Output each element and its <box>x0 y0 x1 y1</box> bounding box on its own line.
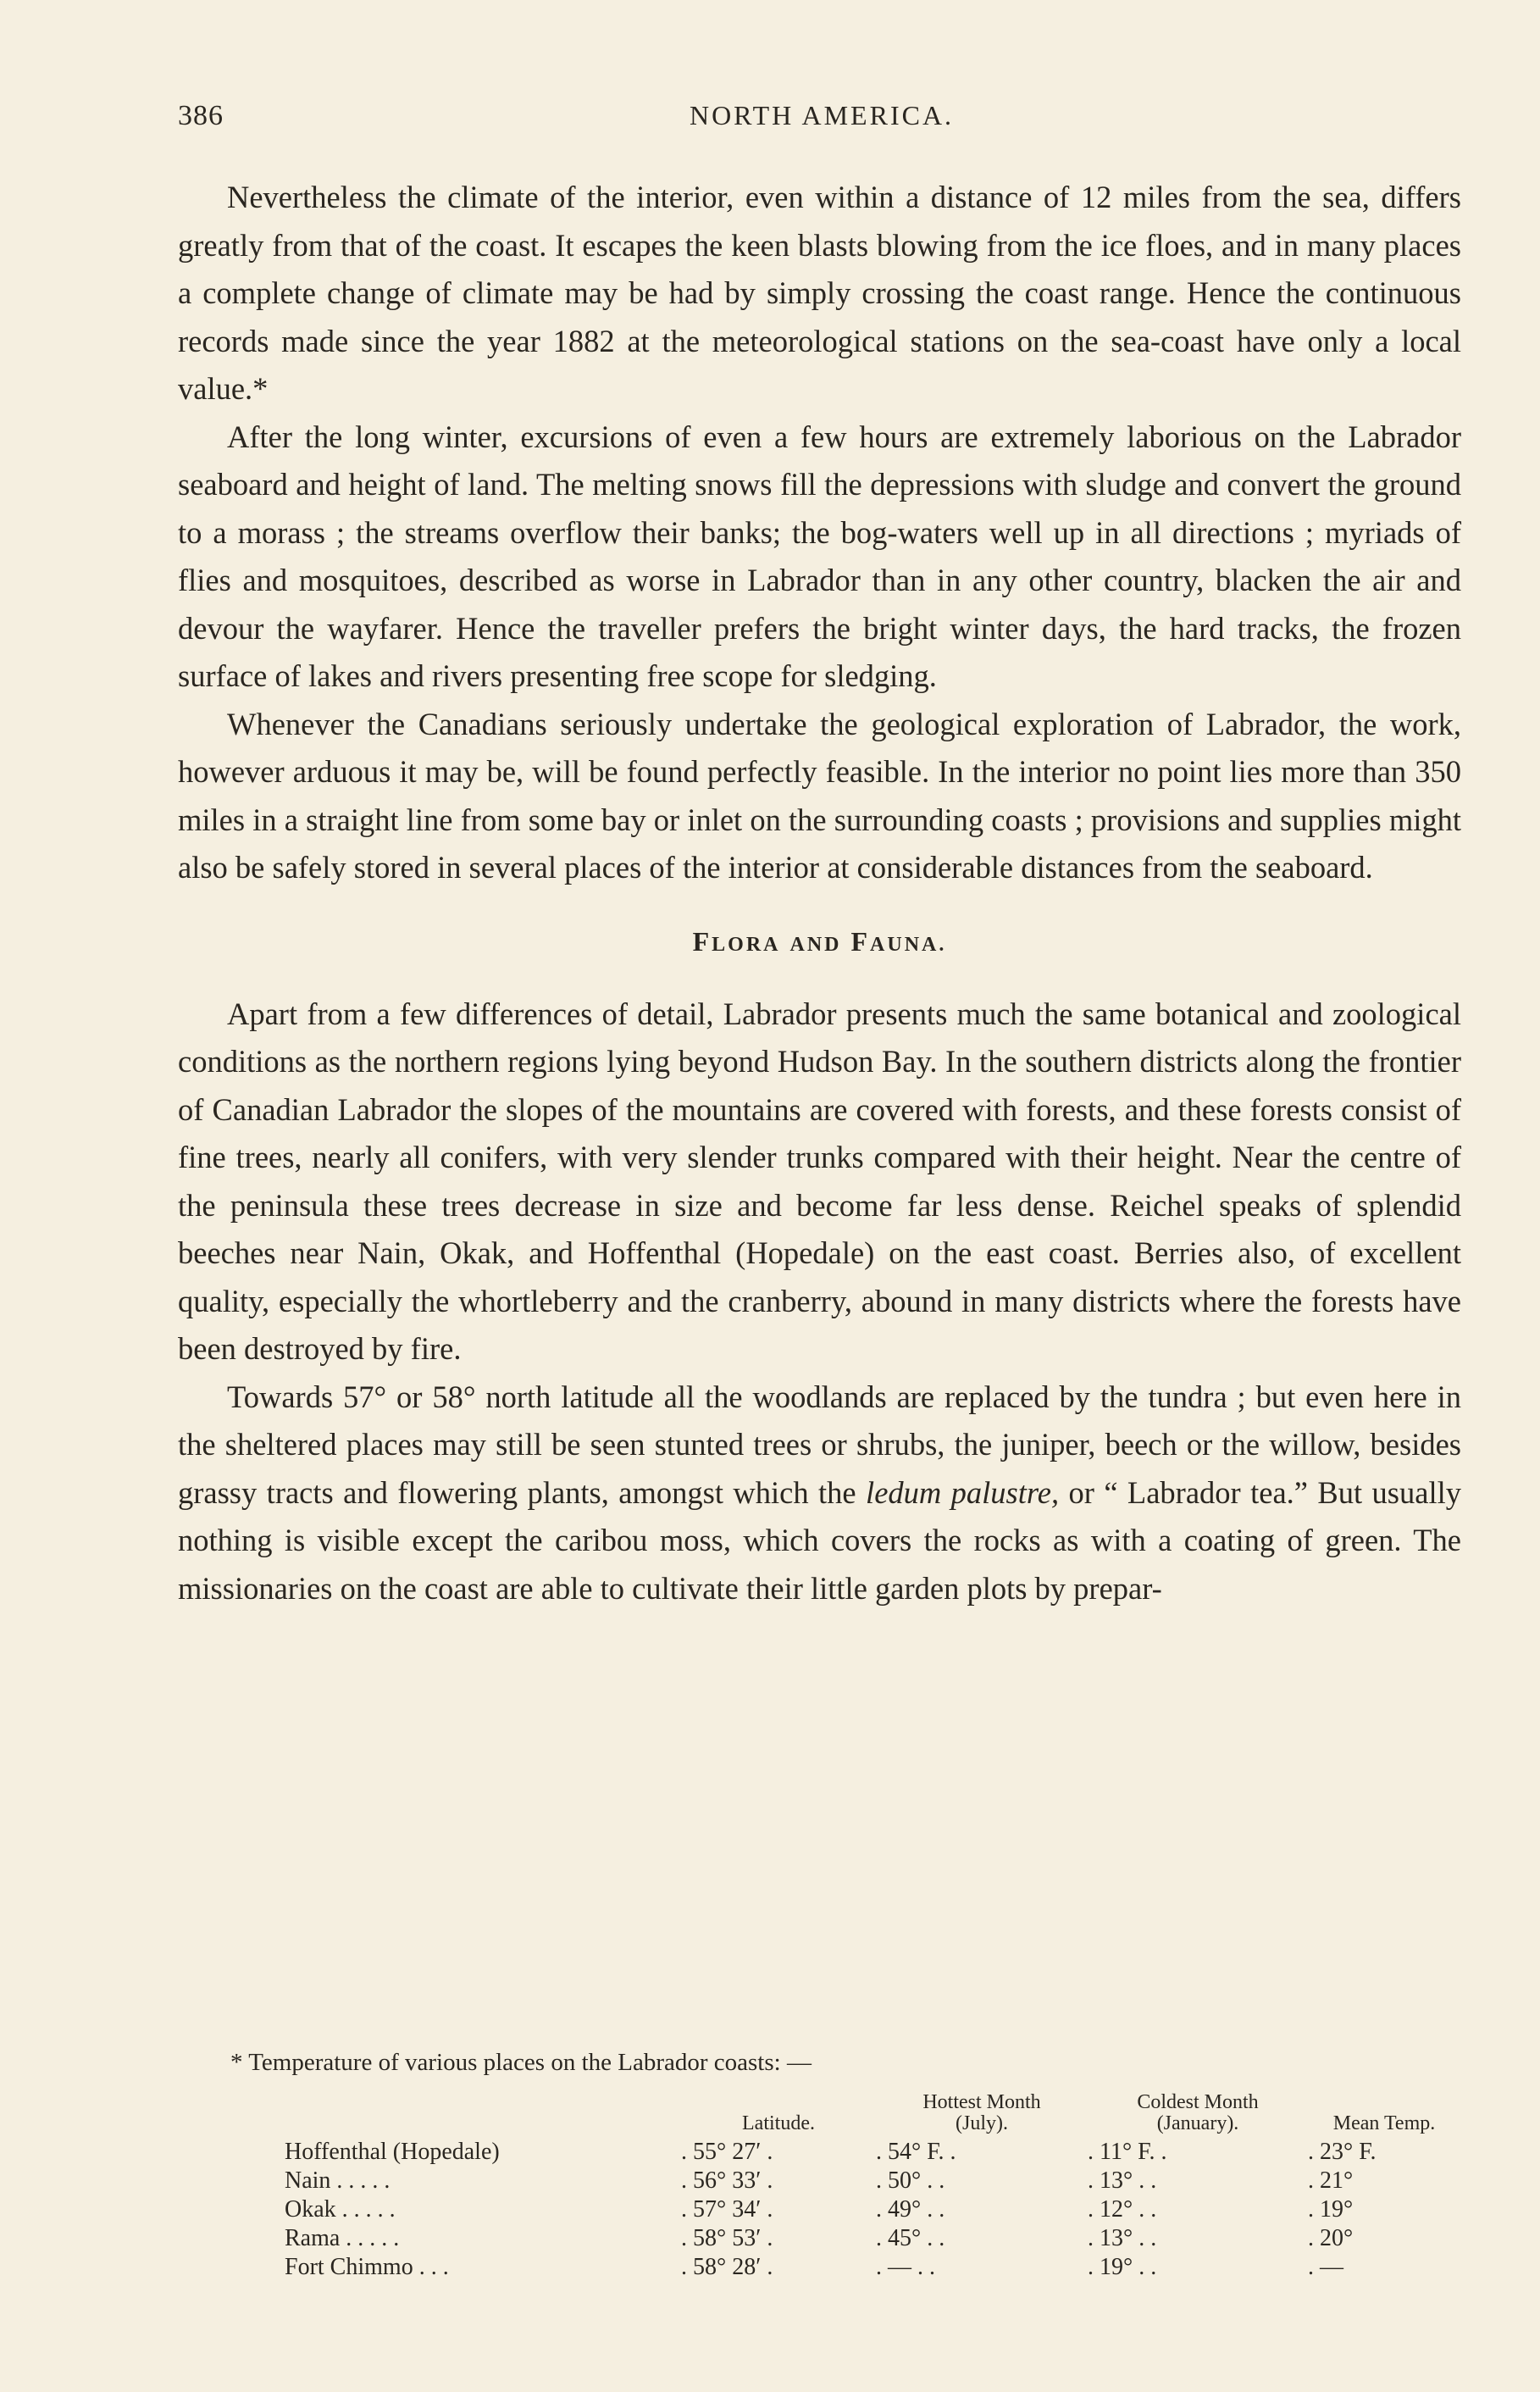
cell-latitude: . 57° 34′ . <box>681 2196 773 2223</box>
paragraph-forests: Apart from a few differences of detail, Labrador presents much the same botanical and zoological conditions as the northern regions lying beyond Hudson Bay. In the southern districts along the frontier of Canadian Labrador the slopes of the mountains are covered with forests, and these forests consist of fine trees, nearly all conifers, with very slender trunks compared with their height. Near the centre of the peninsula these trees decrease in size and become far less dense. Reichel speaks of splendid beeches near Nain, Okak, and Hoffenthal (Hopedale) on the east coast. Berries also, of excellent quality, especially the whortleberry and the cranberry, abound in many districts where the forests have been destroyed by fire. <box>178 996 1461 1366</box>
heading-conjunction: AND <box>789 933 842 956</box>
page-number: 386 <box>178 100 224 131</box>
footnote-intro: * Temperature of various places on the Labrador coasts: — <box>230 2049 812 2076</box>
table-row <box>178 2167 1460 2195</box>
table-row <box>178 2224 1460 2253</box>
cell-hottest: . 54° F. . <box>876 2139 956 2165</box>
running-title: NORTH AMERICA. <box>689 100 955 130</box>
body-text <box>178 174 1461 1612</box>
paragraph-tundra <box>178 1374 1461 1613</box>
header-coldest-line2: (January). <box>1156 2112 1239 2134</box>
cell-coldest: . 11° F. . <box>1088 2139 1167 2165</box>
cell-hottest: . 50° . . <box>876 2167 945 2194</box>
page-header <box>178 100 1465 142</box>
header-hottest-line1: Hottest Month <box>922 2091 1041 2113</box>
cell-latitude: . 55° 27′ . <box>681 2139 773 2165</box>
cell-hottest: . 49° . . <box>876 2196 945 2223</box>
paragraph-climate: Nevertheless the climate of the interior, even within a distance of 12 miles from the sea, differs greatly from that of the coast. It escapes the keen blasts blowing from the ice floes, and in many places a complete change of climate may be had by simply crossing the coast range. Hence the continuous records made since the year 1882 at the meteorological stations on the sea-coast have only a local value.* <box>178 180 1461 406</box>
temperature-table <box>178 2092 1460 2282</box>
cell-mean: . 19° <box>1308 2196 1354 2223</box>
cell-mean: . 20° <box>1308 2225 1354 2251</box>
cell-place: Fort Chimmo . . . <box>285 2254 449 2280</box>
heading-initial-1: F <box>692 925 712 957</box>
cell-latitude: . 58° 53′ . <box>681 2225 773 2251</box>
tundra-text-start: Towards 57° or 58° north latitude all the woodlands are replaced by the tundra ; but even here in the sheltered places may still be seen stunted trees or shrubs, the juniper, beech or the willow, besides grassy tracts and flowering plants, amongst which the <box>178 1379 1461 1510</box>
cell-mean: . 21° <box>1308 2167 1354 2194</box>
footnote <box>178 2049 1461 2282</box>
heading-word-2: AUNA. <box>870 933 947 956</box>
cell-place: Nain . . . . . <box>285 2167 391 2194</box>
ledum-palustre-italic: ledum palustre, <box>866 1474 1060 1510</box>
cell-mean: . — <box>1308 2254 1343 2280</box>
cell-coldest: . 13° . . <box>1088 2167 1157 2194</box>
header-mean: Mean Temp. <box>1332 2112 1436 2134</box>
table-header-row <box>178 2092 1460 2138</box>
cell-hottest: . — . . <box>876 2254 935 2280</box>
header-place <box>178 2092 681 2138</box>
heading-word-1: LORA <box>712 933 781 956</box>
cell-mean: . 23° F. <box>1308 2139 1377 2165</box>
table-row <box>178 2253 1460 2282</box>
heading-initial-2: F <box>850 925 871 957</box>
cell-coldest: . 13° . . <box>1088 2225 1157 2251</box>
cell-place: Rama . . . . . <box>285 2225 400 2251</box>
cell-coldest: . 19° . . <box>1088 2254 1157 2280</box>
cell-coldest: . 12° . . <box>1088 2196 1157 2223</box>
cell-place: Hoffenthal (Hopedale) <box>285 2139 500 2165</box>
paragraph-exploration: Whenever the Canadians seriously undertake the geological exploration of Labrador, the work, however arduous it may be, will be found perfectly feasible. In the interior no point lies more than 350 miles in a straight line from some bay or inlet on the surrounding coasts ; provisions and supplies might also be safely stored in several places of the interior at considerable distances from the seaboard. <box>178 706 1461 885</box>
header-hottest <box>876 2092 1088 2138</box>
cell-hottest: . 45° . . <box>876 2225 945 2251</box>
section-heading-flora-fauna <box>178 921 1461 965</box>
tundra-text-end: or “ Labrador tea.” But usually nothing is visible except the caribou moss, which covers the rocks as with a coating of green. The missionaries on the coast are able to cultivate their little garden plots by prepar- <box>178 1474 1461 1606</box>
cell-latitude: . 56° 33′ . <box>681 2167 773 2194</box>
table-row <box>178 2138 1460 2167</box>
header-coldest-line1: Coldest Month <box>1137 2091 1259 2113</box>
header-latitude: Latitude. <box>742 2112 815 2134</box>
paragraph-summer-travel: After the long winter, excursions of even a few hours are extremely laborious on the Labrador seaboard and height of land. The melting snows fill the depressions with sludge and convert the ground to a morass ; the streams overflow their banks; the bog-waters well up in all directions ; myriads of flies and mosquitoes, described as worse in Labrador than in any other country, blacken the air and devour the wayfarer. Hence the traveller prefers the bright winter days, the hard tracks, the frozen surface of lakes and rivers presenting free scope for sledging. <box>178 419 1461 693</box>
cell-place: Okak . . . . . <box>285 2196 396 2223</box>
cell-latitude: . 58° 28′ . <box>681 2254 773 2280</box>
table-row <box>178 2195 1460 2224</box>
header-coldest <box>1088 2092 1308 2138</box>
header-hottest-line2: (July). <box>956 2112 1008 2134</box>
